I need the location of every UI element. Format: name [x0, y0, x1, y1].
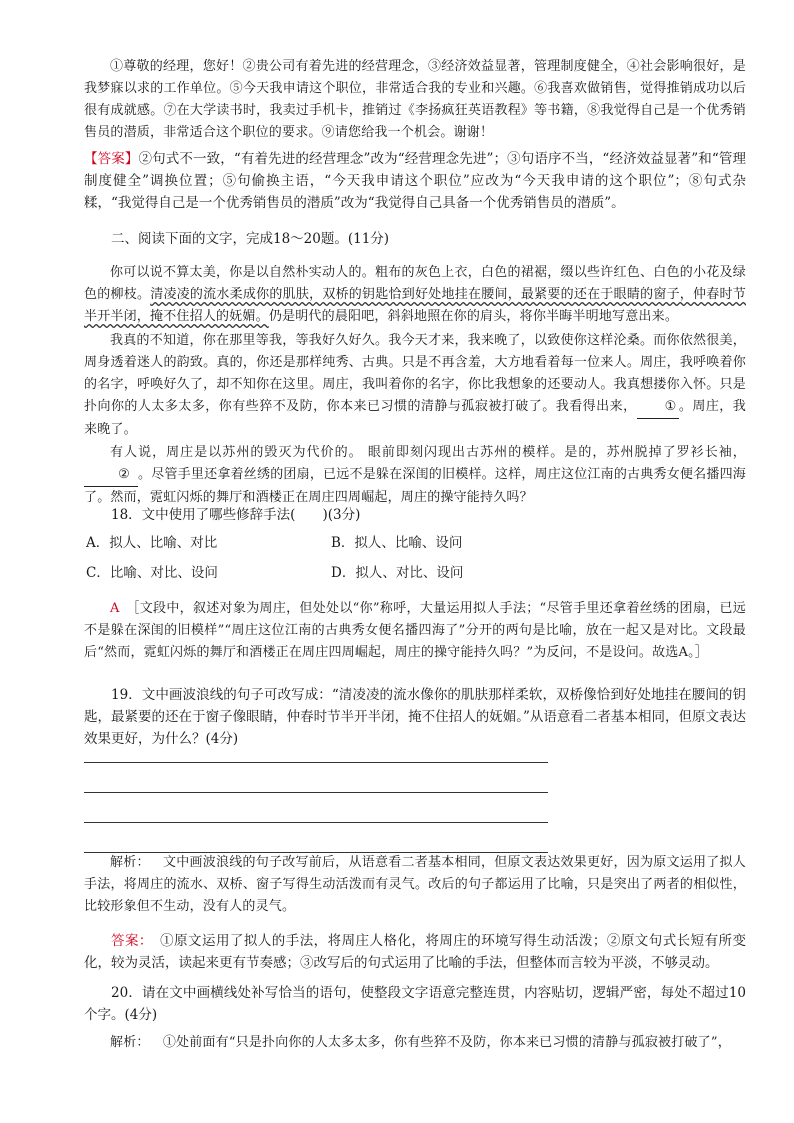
answer-letter: A — [110, 601, 120, 616]
analysis-label: 解析： — [110, 855, 150, 870]
question-18: 18．文中使用了哪些修辞手法( )(3分) — [111, 507, 361, 523]
option-c: C．比喻、对比、设问 — [86, 565, 218, 581]
section-title: 二、阅读下面的文字，完成18～20题。(11分) — [111, 231, 390, 247]
analysis-19: 解析： 文中画波浪线的句子改写前后，从语意看二者基本相同，但原文表达效果更好，因为原文运用了拟人手法，将周庄的流水、双桥、窗子写得生动活泼而有灵气。改后的句子都运用了比喻，只是突出了两者的相似性，比较形象但不生动，没有人的灵气。 — [84, 855, 746, 914]
wavy-underlined-sentence: 清凌凌的流水柔成你的肌肤，双桥的钥匙恰到好处地挂在腰间，最紧要的还在于眼睛的窗子，仲春时节半开半闭，掩不住招人的妩媚。 — [84, 287, 746, 324]
blank-2: ② — [84, 464, 138, 487]
answer-line — [84, 822, 548, 823]
blank-1: ① — [637, 396, 679, 419]
answer-label: 答案： — [111, 933, 153, 949]
intro-text: ①尊敬的经理，您好！②贵公司有着先进的经营理念，③经济效益显著，管理制度健全，④社会影响很好，是我梦寐以求的工作单位。⑤今天我申请这个职位，非常适合我的专业和兴趣。⑥我喜欢做销售，觉得推销成功以后很有成就感。⑦在大学读书时，我卖过手机卡，推销过《李扬疯狂英语教程》等书籍，⑧我觉得自己是一个优秀销售员的潜质，非常适合这个职位的要求。⑨请您给我一个机会。谢谢！ — [84, 59, 746, 140]
answer-18: A ［文段中，叙述对象为周庄，但处处以“你”称呼，大量运用拟人手法；“尽管手里还拿着丝绣的团扇，已远不是躲在深闺的旧模样”“周庄这位江南的古典秀女便名播四海了”分开的两句是比喻，放在一起又是对比。文段最后“然而，霓虹闪烁的舞厅和酒楼正在周庄四周崛起，周庄的操守能持久吗？”为反问，不是设问。故选A。］ — [84, 601, 746, 660]
answer-block-1 — [84, 148, 746, 214]
option-b: B．拟人、比喻、设问 — [331, 535, 463, 551]
option-a: A．拟人、比喻、对比 — [86, 535, 218, 551]
passage-paragraph-1: 你可以说不算太美，你是以自然朴实动人的。粗布的灰色上衣，白色的裙裾，缀以些许红色、白色的小花及绿色的柳枝。清凌凌的流水柔成你的肌肤，双桥的钥匙恰到好处地挂在腰间，最紧要的还在于眼睛的窗子，仲春时节半开半闭，掩不住招人的妩媚。仍是明代的晨阳吧，斜斜地照在你的肩头，将你半晦半明地写意出来。 — [84, 265, 746, 324]
q18-options — [84, 528, 746, 588]
question-19: 19．文中画波浪线的句子可改写成：“清凌凌的流水像你的肌肤那样柔软，双桥像恰到好处地挂在腰间的钥匙，最紧要的还在于窗子像眼睛，仲春时节半开半闭，掩不住招人的妩媚。”从语意看二者基本相同，但原文表达效果更好，为什么？(4分) — [84, 687, 746, 747]
analysis-label: 解析： — [110, 1035, 150, 1050]
option-d: D．拟人、对比、设问 — [331, 565, 464, 581]
analysis-20: 解析： ①处前面有“只是扑向你的人太多太多，你有些猝不及防，你本来已习惯的清静与孤寂被打破了”， — [110, 1035, 731, 1050]
passage-paragraph-3: 有人说，周庄是以苏州的毁灭为代价的。 眼前即刻闪现出古苏州的模样。是的，苏州脱掉了罗衫长袖，② 。尽管手里还拿着丝绣的团扇，已远不是躲在深闺的旧模样。这样，周庄这位江南的古典秀女便名播四海了。然而，霓虹闪烁的舞厅和酒楼正在周庄四周崛起，周庄的操守能持久吗？ — [84, 445, 746, 505]
intro-paragraph — [84, 56, 746, 144]
passage-paragraph-2: 我真的不知道，你在那里等我，等我好久好久。我今天才来，我来晚了，以致使你这样沦桑。而你依然很美，周身透着迷人的韵致。真的，你还是那样纯秀、古典。只是不再含羞，大方地看着每一位来人。周庄，我呼唤着你的名字，呼唤好久了，却不知你在这里。周庄，我叫着你的名字，你比我想象的还要动人。我真想搂你入怀。只是扑向你的人太多太多，你有些猝不及防，你本来已习惯的清静与孤寂被打破了。我看得出来， ① 。周庄，我来晚了。 — [84, 333, 746, 437]
answer-line — [84, 792, 548, 793]
answer-label: 【答案】 — [84, 151, 139, 167]
question-20: 20．请在文中画横线处补写恰当的语句，使整段文字语意完整连贯，内容贴切，逻辑严密，每处不超过10个字。(4分) — [84, 985, 746, 1023]
answer-line — [84, 762, 548, 763]
answer-19: 答案： ①原文运用了拟人的手法，将周庄人格化，将周庄的环境写得生动活泼；②原文句式长短有所变化，较为灵活，读起来更有节奏感；③改写后的句式运用了比喻的手法，但整体而言较为平淡，不够灵动。 — [84, 933, 747, 971]
answer-text: ②句式不一致，“有着先进的经营理念”改为“经营理念先进”；③句语序不当，“经济效益显著”和“管理制度健全”调换位置；⑤句偷换主语，“今天我申请这个职位”应改为“今天我申请的这个职位”；⑧句式杂糅，“我觉得自己是一个优秀销售员的潜质”改为“我觉得自己具备一个优秀销售员的潜质”。 — [84, 151, 747, 211]
